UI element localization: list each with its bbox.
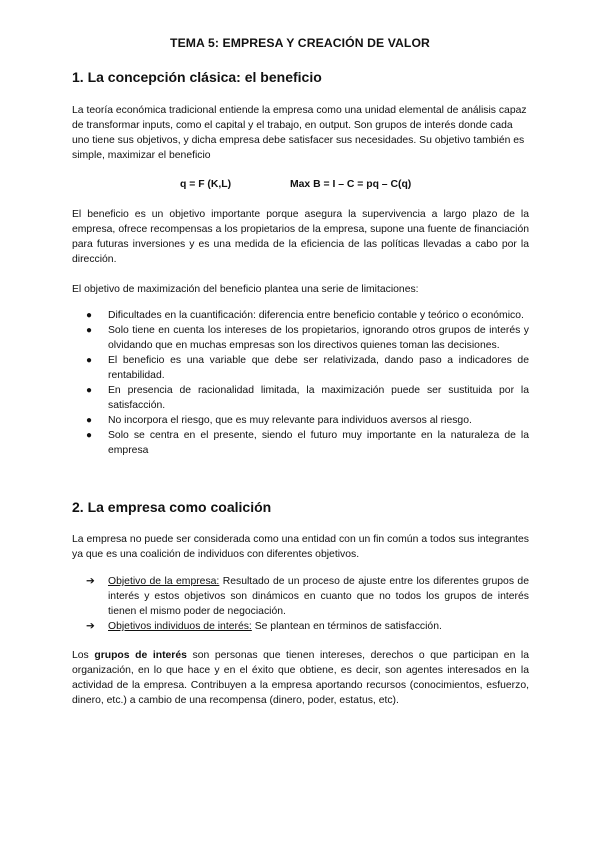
objective-text: Se plantean en términos de satisfacción.: [251, 621, 442, 632]
arrow-right-icon: ➔: [86, 576, 95, 587]
list-item: [72, 383, 529, 413]
list-item: [72, 323, 529, 353]
stakeholders-paragraph: [72, 648, 529, 708]
list-item-text: No incorpora el riesgo, que es muy relevante para individuos aversos al riesgo.: [108, 415, 472, 426]
section-1-heading: 1. La concepción clásica: el beneficio: [72, 69, 322, 85]
bullet-icon: ●: [86, 355, 93, 366]
list-item-text: El beneficio es una variable que debe ser relativizada, dando paso a indicadores de rentabilidad.: [108, 355, 529, 381]
production-formula: q = F (K,L): [180, 179, 232, 190]
stakeholders-text: son personas que tienen intereses, derechos o que participan en la organización, en lo que hace y en el éxito que obtiene, es decir, son agentes interesados en la actividad de la empresa. Contribuyen a la empresa aportando recursos (conocimientos, esfuerzo, dinero, etc.) a cambio de una recompensa (dinero, poder, estatus, etc).: [72, 650, 530, 706]
objective-term: Objetivos individuos de interés:: [108, 621, 252, 632]
list-item-text: Dificultades en la cuantificación: diferencia entre beneficio contable y teórico o económico.: [108, 310, 524, 321]
objectives-list: [72, 574, 529, 634]
objective-text: Resultado de un proceso de ajuste entre los diferentes grupos de interés y estos objetivos son dinámicos en cuanto que no todos los grupos de interés tienen el mismo poder de negociación.: [108, 576, 529, 617]
bullet-icon: ●: [86, 385, 93, 396]
list-item: [72, 413, 529, 428]
limitations-list: [72, 308, 529, 458]
bullet-icon: ●: [86, 430, 93, 441]
objective-term: Objetivo de la empresa:: [108, 576, 220, 587]
stakeholders-prefix: Los: [72, 650, 95, 661]
list-item: [72, 428, 529, 458]
list-item: [72, 574, 529, 619]
list-item-text: En presencia de racionalidad limitada, la maximización puede ser sustituida por la satisfacción.: [108, 385, 529, 411]
list-item: [72, 308, 529, 323]
section-1-para-2: El beneficio es un objetivo importante porque asegura la supervivencia a largo plazo de la empresa, ofrece recompensas a los propietarios de la empresa, supone una fuente de financiación para futuras inversiones y es una medida de la eficiencia de las políticas llevadas a cabo por la dirección.: [72, 209, 529, 265]
bullet-icon: ●: [86, 325, 93, 336]
list-item-text: Solo tiene en cuenta los intereses de los propietarios, ignorando otros grupos de interés y olvidando que en muchas empresas son los directivos quienes toman las decisiones.: [108, 325, 529, 351]
section-2-heading: 2. La empresa como coalición: [72, 499, 272, 515]
section-1-para-3: El objetivo de maximización del beneficio plantea una serie de limitaciones:: [72, 284, 419, 295]
section-2-intro: La empresa no puede ser considerada como una entidad con un fin común a todos sus integrantes ya que es una coalición de individuos con diferentes objetivos.: [72, 534, 529, 560]
bullet-icon: ●: [86, 310, 93, 321]
arrow-right-icon: ➔: [86, 621, 95, 632]
list-item: [72, 619, 529, 634]
section-1-intro: La teoría económica tradicional entiende la empresa como una unidad elemental de análisis capaz de transformar inputs, como el capital y el trabajo, en output. Son grupos de interés donde cada uno tiene sus objetivos, y dicha empresa debe satisfacer sus necesidades. Su objetivo también es simple, maximizar el beneficio: [72, 105, 527, 161]
bullet-icon: ●: [86, 415, 93, 426]
list-item: [72, 353, 529, 383]
profit-formula: Max B = I – C = pq – C(q): [290, 179, 412, 190]
page-title: TEMA 5: EMPRESA Y CREACIÓN DE VALOR: [170, 36, 430, 50]
stakeholders-term: grupos de interés: [94, 650, 187, 661]
list-item-text: Solo se centra en el presente, siendo el futuro muy importante en la naturaleza de la empresa: [108, 430, 529, 456]
